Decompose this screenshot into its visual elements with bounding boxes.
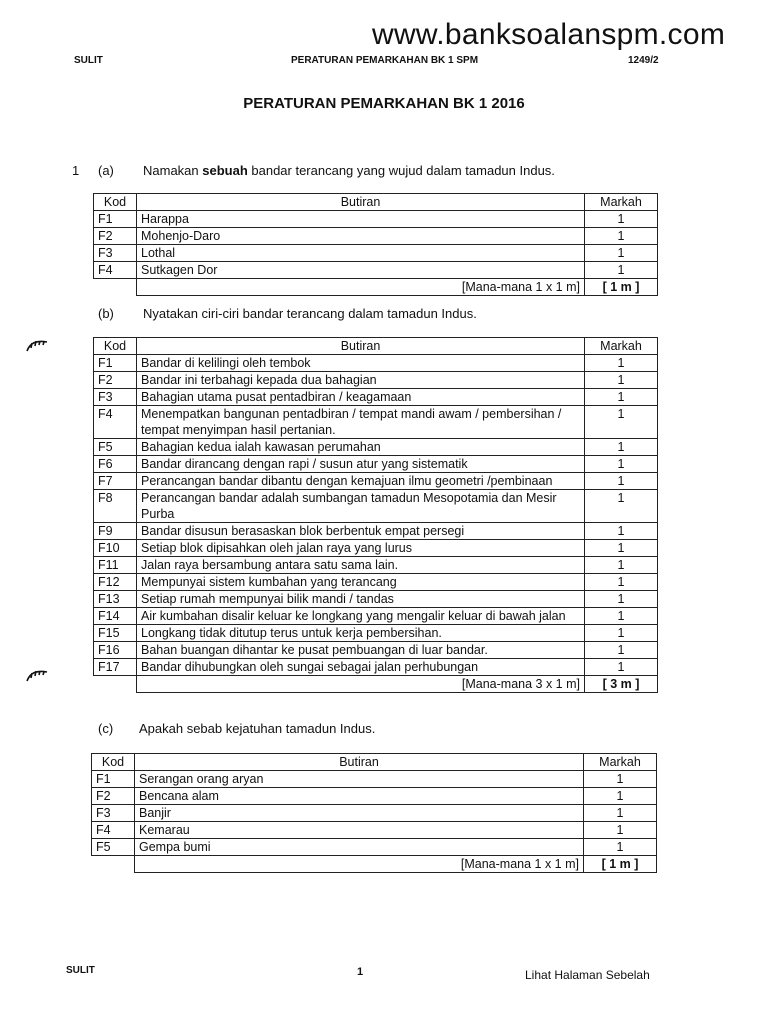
table-row xyxy=(94,523,658,540)
header-markah: Markah xyxy=(585,338,658,355)
row-markah: 1 xyxy=(584,788,657,805)
row-butiran: Setiap rumah mempunyai bilik mandi / tandas xyxy=(137,591,585,608)
row-markah: 1 xyxy=(585,372,658,389)
row-butiran: Gempa bumi xyxy=(135,839,584,856)
table-row xyxy=(92,771,657,788)
row-kod: F9 xyxy=(94,523,137,540)
part-a-label: (a) xyxy=(98,163,114,178)
table-row xyxy=(92,822,657,839)
row-kod: F3 xyxy=(94,245,137,262)
table-total-row xyxy=(94,279,658,296)
row-butiran: Setiap blok dipisahkan oleh jalan raya yang lurus xyxy=(137,540,585,557)
row-butiran: Banjir xyxy=(135,805,584,822)
row-markah: 1 xyxy=(584,839,657,856)
row-kod: F6 xyxy=(94,456,137,473)
row-kod: F10 xyxy=(94,540,137,557)
row-kod: F2 xyxy=(94,228,137,245)
row-markah: 1 xyxy=(585,540,658,557)
table-row xyxy=(94,389,658,406)
header-document-title: PERATURAN PEMARKAHAN BK 1 SPM xyxy=(291,55,479,66)
row-butiran: Mohenjo-Daro xyxy=(137,228,585,245)
part-a-marking-table xyxy=(93,193,658,296)
page-title: PERATURAN PEMARKAHAN BK 1 2016 xyxy=(243,95,525,112)
row-kod: F7 xyxy=(94,473,137,490)
total-rule: [Mana-mana 3 x 1 m] xyxy=(137,676,585,693)
table-row xyxy=(94,245,658,262)
part-b-label: (b) xyxy=(98,306,114,321)
total-rule: [Mana-mana 1 x 1 m] xyxy=(135,856,584,873)
question-number: 1 xyxy=(72,163,80,178)
row-markah: 1 xyxy=(585,355,658,372)
table-row xyxy=(94,473,658,490)
total-rule: [Mana-mana 1 x 1 m] xyxy=(137,279,585,296)
row-markah: 1 xyxy=(584,771,657,788)
row-butiran: Harappa xyxy=(137,211,585,228)
row-butiran: Bandar dihubungkan oleh sungai sebagai jalan perhubungan xyxy=(137,659,585,676)
row-butiran: Longkang tidak ditutup terus untuk kerja pembersihan. xyxy=(137,625,585,642)
row-butiran: Sutkagen Dor xyxy=(137,262,585,279)
part-c-marking-table xyxy=(91,753,657,873)
row-markah: 1 xyxy=(585,456,658,473)
row-kod: F2 xyxy=(94,372,137,389)
total-marks: [ 1 m ] xyxy=(585,279,658,296)
row-butiran: Bandar disusun berasaskan blok berbentuk empat persegi xyxy=(137,523,585,540)
row-markah: 1 xyxy=(585,557,658,574)
row-kod: F5 xyxy=(94,439,137,456)
table-row xyxy=(94,439,658,456)
row-kod: F4 xyxy=(94,406,137,439)
row-markah: 1 xyxy=(585,642,658,659)
table-row xyxy=(94,262,658,279)
row-markah: 1 xyxy=(585,473,658,490)
header-butiran: Butiran xyxy=(137,338,585,355)
table-row xyxy=(94,355,658,372)
header-markah: Markah xyxy=(584,754,657,771)
row-butiran: Perancangan bandar dibantu dengan kemajuan ilmu geometri /pembinaan xyxy=(137,473,585,490)
row-kod: F16 xyxy=(94,642,137,659)
part-c-label: (c) xyxy=(98,721,114,736)
row-markah: 1 xyxy=(584,805,657,822)
footer-sulit: SULIT xyxy=(66,965,95,976)
row-kod: F17 xyxy=(94,659,137,676)
row-butiran: Mempunyai sistem kumbahan yang terancang xyxy=(137,574,585,591)
margin-tick-mark xyxy=(26,338,48,352)
row-butiran: Lothal xyxy=(137,245,585,262)
row-butiran: Bandar ini terbahagi kepada dua bahagian xyxy=(137,372,585,389)
total-marks: [ 1 m ] xyxy=(584,856,657,873)
row-kod: F15 xyxy=(94,625,137,642)
row-markah: 1 xyxy=(585,591,658,608)
header-markah: Markah xyxy=(585,194,658,211)
header-sulit: SULIT xyxy=(74,55,103,66)
table-row xyxy=(94,372,658,389)
table-row xyxy=(92,805,657,822)
row-kod: F12 xyxy=(94,574,137,591)
row-kod: F8 xyxy=(94,490,137,523)
row-markah: 1 xyxy=(585,389,658,406)
row-markah: 1 xyxy=(585,245,658,262)
row-butiran: Air kumbahan disalir keluar ke longkang yang mengalir keluar di bawah jalan xyxy=(137,608,585,625)
table-row xyxy=(94,228,658,245)
table-row xyxy=(94,642,658,659)
table-header-row xyxy=(94,338,658,355)
row-kod: F1 xyxy=(94,211,137,228)
row-markah: 1 xyxy=(585,211,658,228)
header-kod: Kod xyxy=(92,754,135,771)
total-spacer xyxy=(94,676,137,693)
row-kod: F1 xyxy=(94,355,137,372)
row-kod: F1 xyxy=(92,771,135,788)
part-b-marking-table xyxy=(93,337,658,693)
table-row xyxy=(92,788,657,805)
table-row xyxy=(94,456,658,473)
header-kod: Kod xyxy=(94,338,137,355)
row-markah: 1 xyxy=(585,439,658,456)
row-markah: 1 xyxy=(585,625,658,642)
row-butiran: Kemarau xyxy=(135,822,584,839)
row-butiran: Bahagian kedua ialah kawasan perumahan xyxy=(137,439,585,456)
table-header-row xyxy=(92,754,657,771)
row-markah: 1 xyxy=(585,490,658,523)
row-kod: F13 xyxy=(94,591,137,608)
row-kod: F4 xyxy=(92,822,135,839)
table-header-row xyxy=(94,194,658,211)
table-row xyxy=(94,574,658,591)
row-kod: F4 xyxy=(94,262,137,279)
row-butiran: Serangan orang aryan xyxy=(135,771,584,788)
row-kod: F14 xyxy=(94,608,137,625)
row-butiran: Bandar dirancang dengan rapi / susun atur yang sistematik xyxy=(137,456,585,473)
row-kod: F11 xyxy=(94,557,137,574)
row-markah: 1 xyxy=(585,523,658,540)
total-spacer xyxy=(94,279,137,296)
row-markah: 1 xyxy=(584,822,657,839)
row-kod: F3 xyxy=(92,805,135,822)
table-row xyxy=(94,591,658,608)
row-markah: 1 xyxy=(585,228,658,245)
header-butiran: Butiran xyxy=(135,754,584,771)
total-spacer xyxy=(92,856,135,873)
row-butiran: Jalan raya bersambung antara satu sama lain. xyxy=(137,557,585,574)
row-markah: 1 xyxy=(585,574,658,591)
row-markah: 1 xyxy=(585,406,658,439)
table-row xyxy=(92,839,657,856)
table-row xyxy=(94,625,658,642)
row-kod: F2 xyxy=(92,788,135,805)
row-butiran: Bahan buangan dihantar ke pusat pembuangan di luar bandar. xyxy=(137,642,585,659)
table-row xyxy=(94,540,658,557)
total-marks: [ 3 m ] xyxy=(585,676,658,693)
footer-page-number: 1 xyxy=(357,966,364,978)
row-markah: 1 xyxy=(585,608,658,625)
table-total-row xyxy=(94,676,658,693)
table-total-row xyxy=(92,856,657,873)
part-a-question: Namakan sebuah bandar terancang yang wujud dalam tamadun Indus. xyxy=(143,163,555,178)
row-markah: 1 xyxy=(585,659,658,676)
watermark-url: www.banksoalanspm.com xyxy=(372,18,726,51)
part-c-question: Apakah sebab kejatuhan tamadun Indus. xyxy=(139,721,376,736)
row-kod: F5 xyxy=(92,839,135,856)
table-row xyxy=(94,557,658,574)
header-paper-code: 1249/2 xyxy=(628,55,659,66)
row-markah: 1 xyxy=(585,262,658,279)
table-row xyxy=(94,211,658,228)
header-kod: Kod xyxy=(94,194,137,211)
table-row xyxy=(94,659,658,676)
row-butiran: Bahagian utama pusat pentadbiran / keagamaan xyxy=(137,389,585,406)
row-butiran: Perancangan bandar adalah sumbangan tamadun Mesopotamia dan Mesir Purba xyxy=(137,490,585,523)
row-butiran: Menempatkan bangunan pentadbiran / tempat mandi awam / pembersihan / tempat menyimpan hasil pertanian. xyxy=(137,406,585,439)
table-row xyxy=(94,490,658,523)
table-row xyxy=(94,608,658,625)
margin-tick-mark xyxy=(26,668,48,682)
footer-next-page-note: Lihat Halaman Sebelah xyxy=(525,968,650,982)
part-b-question: Nyatakan ciri-ciri bandar terancang dalam tamadun Indus. xyxy=(143,306,477,321)
header-butiran: Butiran xyxy=(137,194,585,211)
row-kod: F3 xyxy=(94,389,137,406)
row-butiran: Bandar di kelilingi oleh tembok xyxy=(137,355,585,372)
table-row xyxy=(94,406,658,439)
row-butiran: Bencana alam xyxy=(135,788,584,805)
